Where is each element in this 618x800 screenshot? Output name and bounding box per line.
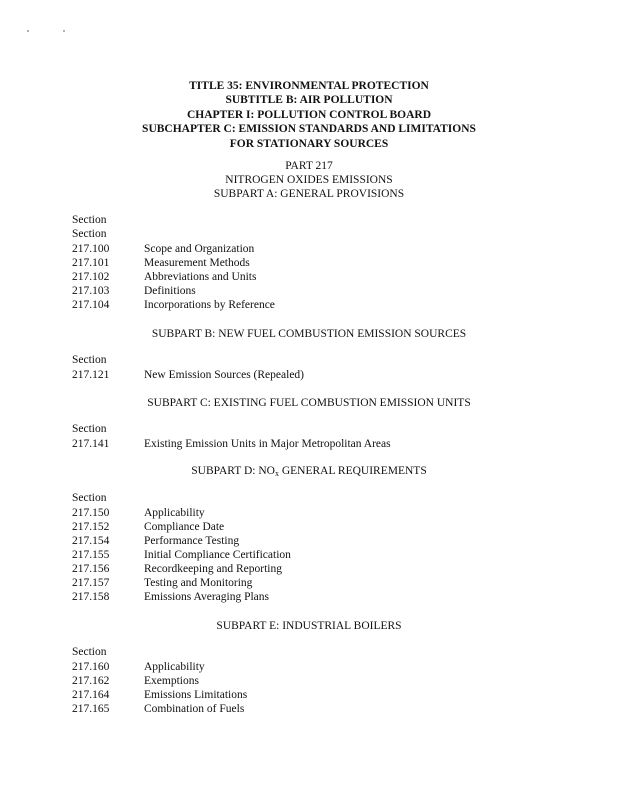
section-title: Measurement Methods [144,257,250,269]
subpart-c-heading: SUBPART C: EXISTING FUEL COMBUSTION EMISSION UNITS [147,397,471,409]
section-number: 217.103 [72,285,110,297]
section-number: 217.104 [72,299,110,311]
part-name: NITROGEN OXIDES EMISSIONS [225,173,393,186]
header-line: TITLE 35: ENVIRONMENTAL PROTECTION [189,80,429,92]
section-label: Section [72,214,107,226]
section-label: Section [72,228,107,240]
section-title: Exemptions [144,675,199,687]
section-title: Initial Compliance Certification [144,549,291,561]
section-label: Section [72,354,107,366]
section-title: Scope and Organization [144,243,255,255]
section-number: 217.162 [72,675,110,687]
section-number: 217.156 [72,563,110,575]
section-label: Section [72,423,107,435]
section-number: 217.121 [72,369,110,381]
part-heading [0,160,618,201]
section-title: Applicability [144,507,205,519]
section-title: Recordkeeping and Reporting [144,563,282,575]
section-number: 217.100 [72,243,110,255]
section-number: 217.155 [72,549,110,561]
section-title: Incorporations by Reference [144,299,275,311]
section-number: 217.164 [72,689,110,701]
section-label: Section [72,492,107,504]
section-title: Compliance Date [144,521,225,533]
header-line: SUBTITLE B: AIR POLLUTION [225,94,393,107]
subpart-d-heading-text: SUBPART D: NO [191,465,275,477]
title-header [0,79,618,151]
subpart-d-heading [0,465,618,478]
section-number: 217.101 [72,257,110,269]
subpart-a-heading: SUBPART A: GENERAL PROVISIONS [213,187,405,200]
subpart-d-heading-text: GENERAL REQUIREMENTS [278,465,427,477]
header-line: FOR STATIONARY SOURCES [229,137,389,150]
section-title: New Emission Sources (Repealed) [144,369,305,381]
scan-speck [27,30,29,32]
section-label: Section [72,646,107,658]
section-number: 217.152 [72,521,110,533]
section-title: Applicability [144,661,205,673]
header-line: CHAPTER I: POLLUTION CONTROL BOARD [186,108,432,121]
section-title: Emissions Averaging Plans [144,591,270,603]
section-number: 217.157 [72,577,110,589]
section-number: 217.150 [72,507,110,519]
part-number: PART 217 [285,160,333,172]
subscript-x: x [274,469,279,478]
section-number: 217.102 [72,271,110,283]
section-title: Emissions Limitations [144,689,248,701]
section-number: 217.158 [72,591,110,603]
subpart-e-heading: SUBPART E: INDUSTRIAL BOILERS [216,620,402,632]
section-number: 217.160 [72,661,110,673]
scan-speck [63,30,65,32]
section-number: 217.165 [72,703,110,715]
section-title: Existing Emission Units in Major Metropolitan Areas [144,438,391,450]
section-title: Testing and Monitoring [144,577,253,589]
header-line: SUBCHAPTER C: EMISSION STANDARDS AND LIMITATIONS [142,123,476,136]
subpart-b-heading: SUBPART B: NEW FUEL COMBUSTION EMISSION SOURCES [151,328,467,340]
section-number: 217.141 [72,438,110,450]
section-title: Combination of Fuels [144,703,245,715]
section-title: Definitions [144,285,196,297]
section-number: 217.154 [72,535,110,547]
section-title: Performance Testing [144,535,240,547]
section-title: Abbreviations and Units [144,271,257,283]
